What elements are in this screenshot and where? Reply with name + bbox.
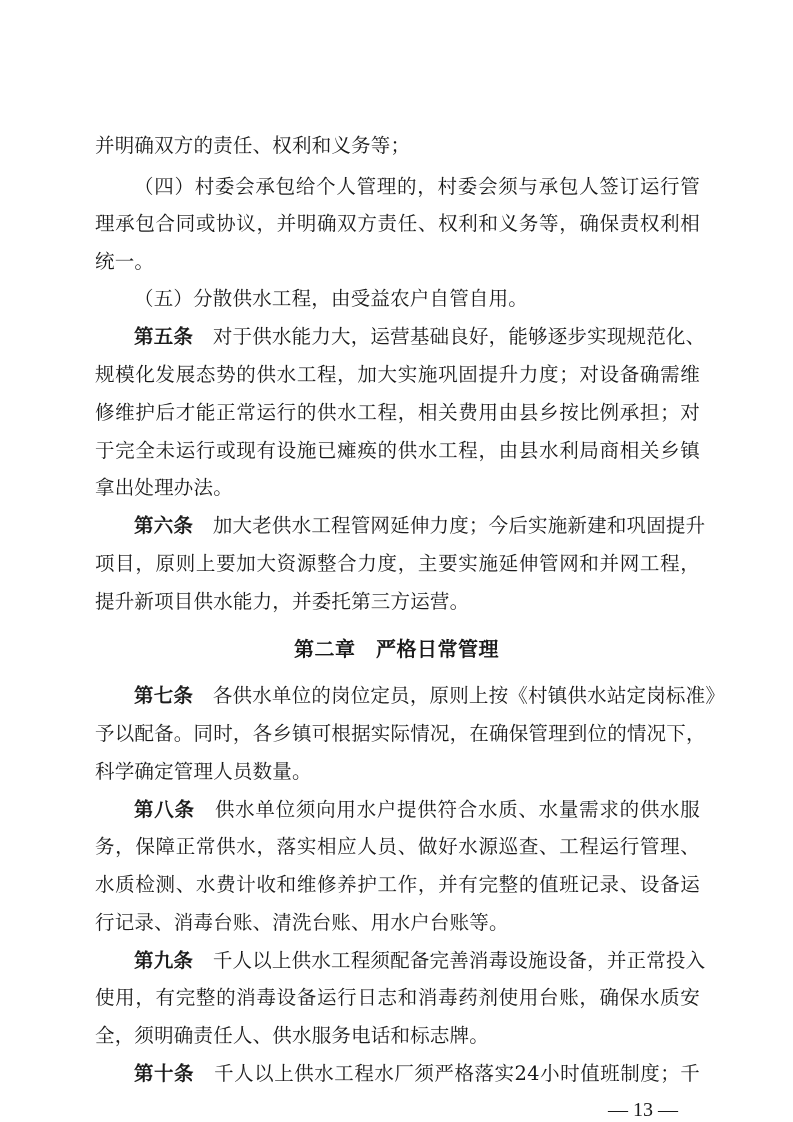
paragraph-line: 并明确双方的责任、权利和义务等； xyxy=(95,134,411,157)
paragraph-line: 理承包合同或协议，并明确双方责任、权利和义务等，确保责权利相 xyxy=(95,212,700,235)
article-6-first-line: 第六条 加大老供水工程管网延伸力度；今后实施新建和巩固提升 xyxy=(134,514,706,537)
article-label: 第九条 xyxy=(134,949,194,972)
article-label: 第十条 xyxy=(134,1062,195,1085)
page-number: — 13 — xyxy=(608,1099,678,1121)
article-label: 第五条 xyxy=(134,325,194,348)
paragraph-line: 全，须明确责任人、供水服务电话和标志牌。 xyxy=(95,1024,490,1047)
paragraph-line: 行记录、消毒台账、清洗台账、用水户台账等。 xyxy=(95,911,509,934)
paragraph-line: 科学确定管理人员数量。 xyxy=(95,760,312,783)
paragraph-line: 务，保障正常供水，落实相应人员、做好水源巡查、工程运行管理、 xyxy=(95,835,700,858)
article-label: 第七条 xyxy=(134,684,194,707)
paragraph-line: 统一。 xyxy=(95,250,155,273)
paragraph-line: （五）分散供水工程，由受益农户自管自用。 xyxy=(134,287,529,310)
paragraph-line: 修维护后才能正常运行的供水工程，相关费用由县乡按比例承担；对 xyxy=(95,401,700,424)
paragraph-line: 于完全未运行或现有设施已瘫痪的供水工程，由县水利局商相关乡镇 xyxy=(95,439,700,462)
paragraph-line: 拿出处理办法。 xyxy=(95,476,233,499)
article-8-first-line: 第八条 供水单位须向用水户提供符合水质、水量需求的供水服 xyxy=(134,798,700,821)
paragraph-line: 规模化发展态势的供水工程，加大实施巩固提升力度；对设备确需维 xyxy=(95,363,700,386)
article-5-first-line: 第五条 对于供水能力大，运营基础良好，能够逐步实现规范化、 xyxy=(134,325,706,348)
paragraph-line: 使用，有完整的消毒设备运行日志和消毒药剂使用台账，确保水质安 xyxy=(95,986,700,1009)
paragraph-line: 提升新项目供水能力，并委托第三方运营。 xyxy=(95,590,470,613)
paragraph-line: 水质检测、水费计收和维修养护工作，并有完整的值班记录、设备运 xyxy=(95,873,700,896)
article-label: 第六条 xyxy=(134,514,194,537)
article-9-first-line: 第九条 千人以上供水工程须配备完善消毒设施设备，并正常投入 xyxy=(134,949,706,972)
paragraph-line: 项目，原则上要加大资源整合力度，主要实施延伸管网和并网工程， xyxy=(95,552,700,575)
paragraph-line: 予以配备。同时，各乡镇可根据实际情况，在确保管理到位的情况下， xyxy=(95,722,706,745)
paragraph-line: （四）村委会承包给个人管理的，村委会须与承包人签订运行管 xyxy=(134,175,700,198)
article-10-first-line: 第十条 千人以上供水工程水厂须严格落实24小时值班制度；千 xyxy=(134,1062,700,1085)
article-label: 第八条 xyxy=(134,798,195,821)
article-7-first-line: 第七条 各供水单位的岗位定员，原则上按《村镇供水站定岗标准》 xyxy=(134,684,726,707)
chapter-heading: 第二章 严格日常管理 xyxy=(294,637,499,661)
